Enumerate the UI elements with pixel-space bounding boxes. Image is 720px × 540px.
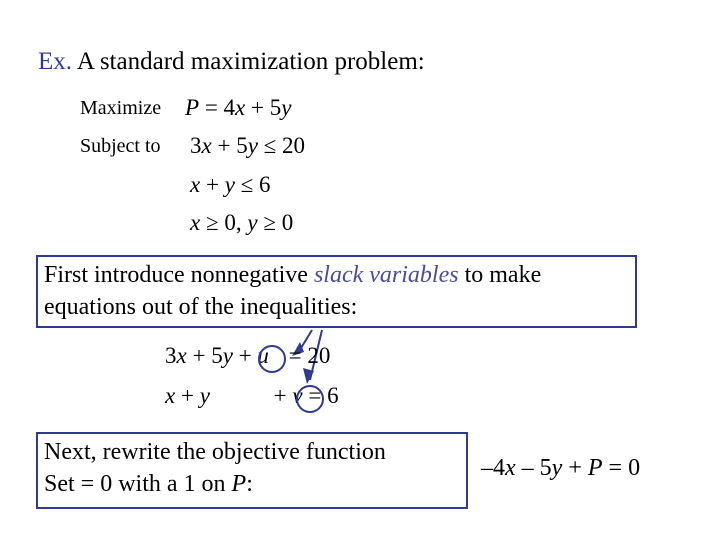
objective-line2-var: P (231, 471, 247, 497)
c1-coef2: 5 (236, 133, 248, 158)
rw-y: y (551, 455, 563, 481)
eq1-x: x (176, 343, 187, 368)
eq2-plus2: + (273, 383, 287, 408)
objective-function-box (36, 432, 468, 509)
eq2-y: y (199, 383, 210, 408)
c1-plus: + (217, 133, 231, 158)
eq1-plus1: + (192, 343, 206, 368)
slack-v-circle (296, 385, 324, 413)
c3-rel: ≥ (205, 210, 219, 235)
slack-variables-term: slack variables (313, 262, 459, 288)
objective-box-line-1: Next, rewrite the objective function (44, 439, 386, 465)
slack-u-circle (258, 345, 286, 373)
objective-line2-pre: Set = 0 with a 1 on (44, 471, 226, 497)
title-text: A standard maximization problem: (76, 48, 425, 75)
eq2-slack-v: v (292, 383, 303, 408)
eq1-coef2: 5 (211, 343, 223, 368)
eq2-x: x (165, 383, 176, 408)
objective-lhs: P (185, 95, 200, 120)
eq2-plus1: + (180, 383, 194, 408)
example-prefix: Ex. (38, 48, 73, 75)
c1-rel: ≤ (263, 133, 277, 158)
objective-x: x (235, 95, 246, 120)
objective-eq: = (204, 95, 218, 120)
c2-y: y (224, 172, 235, 197)
rw-x: x (505, 455, 516, 481)
eq1-coef: 3 (165, 343, 177, 368)
maximize-label: Maximize (80, 97, 162, 119)
eq1-y: y (222, 343, 233, 368)
c3-x: x (190, 210, 201, 235)
c1-rhs: 20 (282, 133, 306, 158)
eq1-plus2: + (238, 343, 252, 368)
c2-rhs: 6 (259, 172, 271, 197)
slack-line1-pre: First introduce nonnegative (44, 262, 308, 288)
c1-x: x (201, 133, 212, 158)
objective-coef-x: 4 (223, 95, 236, 120)
equation-1 (165, 343, 330, 369)
subject-to-label: Subject to (80, 135, 161, 157)
objective-plus: + (251, 95, 264, 120)
objective-box-line-2 (44, 468, 460, 500)
c2-plus: + (205, 172, 219, 197)
rw-plus: + (568, 455, 582, 481)
c1-coef: 3 (190, 133, 202, 158)
objective-line2-post: : (246, 471, 253, 497)
eq1-slack-u: u (257, 343, 269, 368)
objective-coef-y: 5 (269, 95, 282, 120)
rw-coef-x: –4 (481, 455, 505, 481)
c1-y: y (247, 133, 258, 158)
rw-coef-y: – 5 (521, 455, 552, 481)
slack-box-line-2: equations out of the inequalities: (44, 294, 358, 320)
eq1-equals: = (288, 343, 302, 368)
eq2-rhs: 6 (327, 383, 339, 408)
c2-rel: ≤ (240, 172, 254, 197)
rewritten-objective (481, 455, 640, 482)
c3-rel2: ≥ (263, 210, 276, 235)
eq1-rhs: 20 (307, 343, 331, 368)
objective-y: y (281, 95, 292, 120)
c2-x: x (190, 172, 201, 197)
slack-line1-post: to make (464, 262, 542, 288)
c3-rhs: 0, (224, 210, 242, 235)
c3-y: y (247, 210, 258, 235)
eq2-equals: = (308, 383, 322, 408)
c3-rhs2: 0 (281, 210, 294, 235)
rw-equals: = 0 (608, 455, 641, 481)
rw-P: P (587, 455, 603, 481)
